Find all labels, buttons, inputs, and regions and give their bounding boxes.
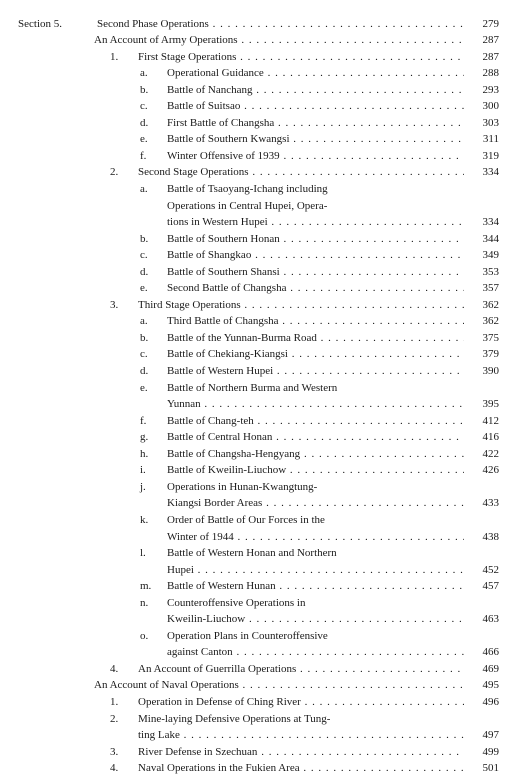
toc-entry-title: Counteroffensive Operations in — [167, 597, 306, 609]
toc-entry-marker: h. — [140, 448, 149, 460]
toc-entry — [0, 514, 526, 527]
toc-entry-page-number: 334 — [482, 216, 499, 228]
toc-entry-page-number: 501 — [482, 762, 499, 774]
toc-entry-marker: c. — [140, 348, 148, 360]
toc-entry-title: Kweilin-Liuchow . . . — [167, 613, 464, 626]
toc-entry-marker: o. — [140, 630, 149, 642]
toc-entry-marker: d. — [140, 365, 149, 377]
toc-entry-title: Battle of Southern Kwangsi . . . — [167, 133, 464, 146]
toc-entry-page-number: 466 — [482, 646, 499, 658]
toc-entry — [0, 233, 526, 246]
toc-entry — [0, 481, 526, 494]
toc-entry-marker: e. — [140, 282, 148, 294]
toc-entry-page-number: 422 — [482, 448, 499, 460]
toc-entry — [0, 332, 526, 345]
toc-entry — [0, 249, 526, 262]
toc-entry-title: Second Stage Operations . . . — [138, 166, 464, 179]
toc-entry — [0, 299, 526, 312]
toc-entry — [0, 679, 526, 692]
toc-entry-title: Operation in Defense of Ching River . . . — [138, 696, 464, 709]
toc-entry — [0, 431, 526, 444]
toc-entry-title: Winter of 1944 . . . — [167, 531, 464, 544]
toc-entry-page-number: 426 — [482, 464, 499, 476]
toc-entry — [0, 630, 526, 643]
section-page-number: 279 — [482, 18, 499, 30]
toc-entry-marker: d. — [140, 266, 149, 278]
toc-entry-page-number: 499 — [482, 746, 499, 758]
toc-entry-page-number: 311 — [482, 133, 499, 145]
toc-entry-marker: 1. — [110, 51, 119, 63]
toc-entry-marker: 2. — [110, 166, 119, 178]
toc-entry-marker: b. — [140, 332, 149, 344]
toc-entry-page-number: 379 — [482, 348, 499, 360]
section-title: Second Phase Operations . . . — [97, 18, 464, 31]
toc-entry — [0, 762, 526, 775]
toc-entry-marker: j. — [140, 481, 146, 493]
toc-entry-page-number: 300 — [482, 100, 499, 112]
toc-entry-title: Hupei . . . — [167, 564, 464, 577]
toc-entry-page-number: 457 — [482, 580, 499, 592]
toc-entry — [0, 696, 526, 709]
toc-entry-title: against Canton . . . — [167, 646, 464, 659]
toc-entry-title: Battle of Kweilin-Liuchow . . . — [167, 464, 464, 477]
toc-entry — [0, 117, 526, 130]
toc-entry-page-number: 287 — [482, 51, 499, 63]
toc-entry-title: First Battle of Changsha . . . — [167, 117, 464, 130]
toc-entry-title: Third Battle of Changsha . . . — [167, 315, 464, 328]
toc-entry-title: Operations in Hunan-Kwangtung- — [167, 481, 318, 493]
toc-entry-title: Third Stage Operations . . . — [138, 299, 464, 312]
toc-entry — [0, 282, 526, 295]
toc-entry — [0, 100, 526, 113]
toc-entry-marker: a. — [140, 315, 148, 327]
toc-entry-marker: a. — [140, 67, 148, 79]
toc-entry-marker: 3. — [110, 746, 119, 758]
toc-entry-title: Battle of Changsha-Hengyang . . . — [167, 448, 464, 461]
toc-entry-title: Battle of Western Honan and Northern — [167, 547, 337, 559]
toc-entry-page-number: 293 — [482, 84, 499, 96]
toc-entry — [0, 580, 526, 593]
toc-entry — [0, 746, 526, 759]
toc-entry — [0, 67, 526, 80]
toc-entry-title: Battle of Nanchang . . . — [167, 84, 464, 97]
toc-entry-marker: c. — [140, 249, 148, 261]
toc-entry — [0, 398, 526, 411]
toc-entry-marker: e. — [140, 133, 148, 145]
toc-entry-page-number: 362 — [482, 299, 499, 311]
toc-entry — [0, 216, 526, 229]
toc-entry-page-number: 390 — [482, 365, 499, 377]
toc-entry-page-number: 319 — [482, 150, 499, 162]
toc-entry — [0, 150, 526, 163]
toc-entry-marker: f. — [140, 415, 147, 427]
toc-entry-title: An Account of Naval Operations . . . — [94, 679, 464, 692]
toc-entry-title: Battle of the Yunnan-Burma Road . . . — [167, 332, 464, 345]
toc-entry-page-number: 495 — [482, 679, 499, 691]
toc-entry-title: Kiangsi Border Areas . . . — [167, 497, 464, 510]
toc-entry-page-number: 353 — [482, 266, 499, 278]
toc-entry-marker: 4. — [110, 762, 119, 774]
toc-entry-marker: f. — [140, 150, 147, 162]
toc-entry — [0, 547, 526, 560]
toc-entry-title: River Defense in Szechuan . . . — [138, 746, 464, 759]
toc-entry-page-number: 496 — [482, 696, 499, 708]
toc-entry — [0, 382, 526, 395]
toc-entry-page-number: 469 — [482, 663, 499, 675]
toc-entry-page-number: 303 — [482, 117, 499, 129]
toc-entry-marker: l. — [140, 547, 146, 559]
toc-entry-page-number: 412 — [482, 415, 499, 427]
toc-entry-page-number: 375 — [482, 332, 499, 344]
toc-entry-marker: g. — [140, 431, 149, 443]
toc-entry-title: Operational Guidance . . . — [167, 67, 464, 80]
toc-entry-marker: m. — [140, 580, 152, 592]
toc-entry — [0, 464, 526, 477]
toc-entry — [0, 564, 526, 577]
toc-entry-marker: 3. — [110, 299, 119, 311]
section-label: Section 5. — [18, 18, 62, 30]
toc-entry-title: Battle of Central Honan . . . — [167, 431, 464, 444]
toc-entry-title: Battle of Shangkao . . . — [167, 249, 464, 262]
toc-entry — [0, 348, 526, 361]
toc-section-line — [0, 18, 526, 31]
toc-entry-title: ting Lake . . . — [138, 729, 464, 742]
toc-entry-title: An Account of Guerrilla Operations . . . — [138, 663, 464, 676]
toc-entry-title: Battle of Suitsao . . . — [167, 100, 464, 113]
toc-entry-title: First Stage Operations . . . — [138, 51, 464, 64]
toc-entry-marker: k. — [140, 514, 149, 526]
toc-entry-page-number: 463 — [482, 613, 499, 625]
toc-entry-title: Battle of Western Hunan . . . — [167, 580, 464, 593]
toc-entry — [0, 597, 526, 610]
toc-entry — [0, 613, 526, 626]
toc-entry — [0, 729, 526, 742]
toc-entry — [0, 415, 526, 428]
toc-entry-marker: d. — [140, 117, 149, 129]
toc-entry-title: Yunnan . . . — [167, 398, 464, 411]
toc-entry — [0, 531, 526, 544]
toc-entry — [0, 315, 526, 328]
toc-entry-marker: i. — [140, 464, 146, 476]
toc-entry — [0, 266, 526, 279]
toc-entry — [0, 51, 526, 64]
toc-entry-page-number: 334 — [482, 166, 499, 178]
toc-entry-title: Operation Plans in Counteroffensive — [167, 630, 328, 642]
toc-entry-marker: a. — [140, 183, 148, 195]
toc-entry-title: Battle of Western Hupei . . . — [167, 365, 464, 378]
toc-entry-title: Mine-laying Defensive Operations at Tung- — [138, 713, 331, 725]
toc-entry-page-number: 287 — [482, 34, 499, 46]
toc-entry-title: Winter Offensive of 1939 . . . — [167, 150, 464, 163]
toc-entry-marker: e. — [140, 382, 148, 394]
toc-entry-page-number: 438 — [482, 531, 499, 543]
toc-entry — [0, 200, 526, 213]
toc-entry-title: Battle of Northern Burma and Western — [167, 382, 338, 394]
toc-entry-page-number: 452 — [482, 564, 499, 576]
toc-entry-title: An Account of Army Operations . . . — [94, 34, 464, 47]
toc-entry-title: Battle of Chang-teh . . . — [167, 415, 464, 428]
toc-entry-title: Second Battle of Changsha . . . — [167, 282, 464, 295]
toc-entry-marker: 1. — [110, 696, 119, 708]
toc-entry-page-number: 433 — [482, 497, 499, 509]
toc-entry-title: Operations in Central Hupei, Opera- — [167, 200, 328, 212]
toc-entry-page-number: 497 — [482, 729, 499, 741]
toc-entry-marker: 2. — [110, 713, 119, 725]
toc-entry-page-number: 288 — [482, 67, 499, 79]
toc-entry — [0, 133, 526, 146]
toc-entry-marker: b. — [140, 84, 149, 96]
toc-entry-title: Battle of Chekiang-Kiangsi . . . — [167, 348, 464, 361]
toc-entry — [0, 34, 526, 47]
toc-entry-title: Naval Operations in the Fukien Area . . . — [138, 762, 464, 775]
toc-entry-title: Battle of Southern Shansi . . . — [167, 266, 464, 279]
toc-entry-title: Order of Battle of Our Forces in the — [167, 514, 325, 526]
toc-entry-page-number: 362 — [482, 315, 499, 327]
toc-entry — [0, 448, 526, 461]
toc-entry-title: Battle of Southern Honan . . . — [167, 233, 464, 246]
toc-entry — [0, 646, 526, 659]
toc-entry — [0, 663, 526, 676]
toc-entry-page-number: 344 — [482, 233, 499, 245]
toc-entry-marker: c. — [140, 100, 148, 112]
toc-entry-marker: n. — [140, 597, 149, 609]
toc-entry — [0, 166, 526, 179]
toc-entry-page-number: 416 — [482, 431, 499, 443]
toc-entry — [0, 84, 526, 97]
toc-entry-title: Battle of Tsaoyang-Ichang including — [167, 183, 328, 195]
toc-entry — [0, 365, 526, 378]
toc-entry — [0, 183, 526, 196]
toc-entry-page-number: 357 — [482, 282, 499, 294]
toc-entry-marker: b. — [140, 233, 149, 245]
toc-entry — [0, 713, 526, 726]
toc-entry-marker: 4. — [110, 663, 119, 675]
toc-entry-title: tions in Western Hupei . . . — [167, 216, 464, 229]
toc-entry-page-number: 395 — [482, 398, 499, 410]
toc-entry — [0, 497, 526, 510]
toc-entry-page-number: 349 — [482, 249, 499, 261]
